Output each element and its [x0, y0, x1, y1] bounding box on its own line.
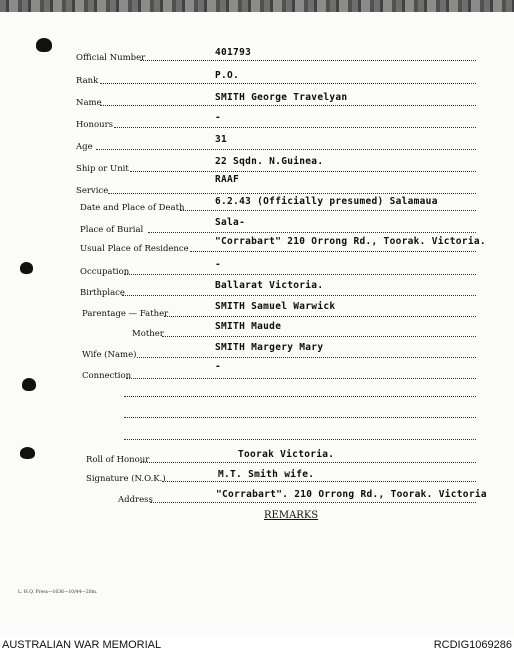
field-label: Connection — [82, 371, 132, 381]
field-value: "Corrabart" 210 Orrong Rd., Toorak. Victoria. — [215, 236, 486, 247]
field-mother — [0, 321, 514, 341]
dotted-line — [148, 232, 476, 233]
dotted-line — [100, 83, 476, 84]
field-value: P.O. — [215, 70, 240, 81]
field-usual-residence — [0, 236, 514, 256]
field-connection — [0, 361, 514, 383]
field-signature-nok — [0, 471, 514, 487]
field-label: Mother — [132, 329, 164, 339]
field-service — [0, 174, 514, 196]
field-label: Roll of Honour — [86, 455, 150, 465]
field-label: Wife (Name) — [82, 350, 137, 360]
field-label: Service — [76, 186, 109, 196]
dotted-line — [162, 336, 476, 337]
field-occupation — [0, 259, 514, 279]
dotted-line — [180, 210, 476, 211]
field-label: Signature (N.O.K.) — [86, 474, 166, 484]
field-value: 401793 — [215, 47, 252, 58]
field-value: "Corrabart". 210 Orrong Rd., Toorak. Victoria — [216, 489, 487, 500]
dotted-line — [130, 171, 476, 172]
field-value: SMITH Samuel Warwick — [215, 301, 336, 312]
field-value: 6.2.43 (Officially presumed) Salamaua — [215, 196, 438, 207]
field-label: Birthplace — [80, 288, 125, 298]
dotted-line — [126, 378, 476, 379]
field-label: Occupation — [80, 267, 130, 277]
printer-imprint: L. H.Q. Press—1636—10/44—20m. — [18, 590, 98, 595]
scan-edge-strip — [0, 0, 514, 12]
field-label: Ship or Unit — [76, 164, 129, 174]
dotted-line — [190, 251, 476, 252]
field-label: Address — [118, 495, 153, 505]
field-label: Rank — [76, 76, 99, 86]
field-value: - — [215, 259, 222, 270]
field-roll-of-honour — [0, 449, 514, 465]
field-label: Place of Burial — [80, 225, 144, 235]
field-label: Parentage — Father — [82, 309, 169, 319]
field-value: 31 — [215, 134, 228, 145]
dotted-line — [162, 481, 476, 482]
field-rank — [0, 70, 514, 86]
blank-dotted-line — [124, 396, 476, 397]
field-value: SMITH Margery Mary — [215, 342, 324, 353]
field-value: Ballarat Victoria. — [215, 280, 324, 291]
dotted-line — [164, 316, 476, 317]
field-date-place-of-death — [0, 196, 514, 217]
field-label: Date and Place of Death — [80, 203, 185, 213]
field-label: Honours — [76, 120, 114, 130]
field-value: 22 Sqdn. N.Guinea. — [215, 156, 324, 167]
footer-record-id: RCDIG1069286 — [433, 639, 512, 651]
field-ship-or-unit — [0, 158, 514, 174]
field-wife — [0, 342, 514, 362]
field-label: Usual Place of Residence — [80, 244, 189, 254]
blank-dotted-line — [124, 417, 476, 418]
dotted-line — [108, 193, 476, 194]
blank-dotted-line — [124, 439, 476, 440]
field-value: M.T. Smith wife. — [218, 469, 315, 480]
dotted-line — [137, 357, 476, 358]
field-label: Official Number — [76, 53, 146, 63]
dotted-line — [140, 60, 476, 61]
dotted-line — [114, 127, 476, 128]
dotted-line — [100, 105, 476, 106]
field-father — [0, 301, 514, 322]
field-value: - — [215, 112, 222, 123]
field-label: Name — [76, 98, 102, 108]
dotted-line — [150, 502, 476, 503]
field-label: Age — [76, 142, 93, 152]
remarks-heading: REMARKS — [264, 510, 319, 521]
dotted-line — [140, 462, 476, 463]
field-age — [0, 136, 514, 152]
dotted-line — [124, 274, 476, 275]
field-value: - — [215, 361, 222, 372]
field-honours — [0, 114, 514, 130]
dotted-line — [96, 149, 476, 150]
field-value: RAAF — [215, 174, 240, 185]
field-official-number — [0, 47, 514, 63]
field-birthplace — [0, 280, 514, 301]
field-value: Sala- — [215, 217, 246, 228]
field-value: SMITH George Travelyan — [215, 92, 348, 103]
field-value: SMITH Maude — [215, 321, 282, 332]
footer-institution: AUSTRALIAN WAR MEMORIAL — [2, 639, 162, 651]
field-value: Toorak Victoria. — [238, 449, 335, 460]
dotted-line — [122, 295, 476, 296]
field-name — [0, 92, 514, 108]
field-address — [0, 491, 514, 507]
